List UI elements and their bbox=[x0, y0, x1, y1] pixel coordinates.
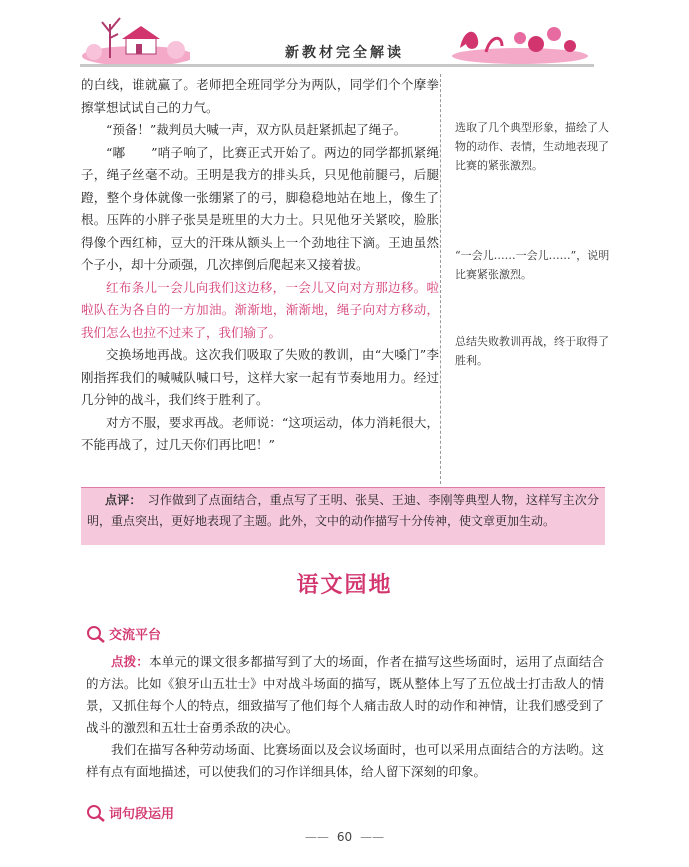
words-heading bbox=[86, 803, 174, 822]
tip-label: 点拨： bbox=[111, 654, 149, 669]
comment-label: 点评： bbox=[105, 493, 142, 507]
page-number-value: 60 bbox=[336, 830, 353, 844]
comment-text: 习作做到了点面结合，重点写了王明、张昊、王迪、李刚等典型人物，这样写主次分明，重点突出，更好地表现了主题。此外，文中的动作描写十分传神，使文章更加生动。 bbox=[87, 493, 599, 528]
paragraph: 我们在描写各种劳动场面、比赛场面以及会议场面时，也可以采用点面结合的方法哟。这样有点有面地描述，可以使我们的习作详细具体，给人留下深刻的印象。 bbox=[86, 742, 604, 779]
highlighted-paragraph: 红布条儿一会儿向我们这边移，一会儿又向对方那边移。啦啦队在为各自的一方加油。渐渐地，渐渐地，绳子向对方移动，我们怎么也拉不过来了，我们输了。 bbox=[81, 279, 439, 340]
main-text-column bbox=[81, 74, 439, 457]
header-title: 新教材完全解读 bbox=[285, 45, 404, 61]
words-heading-text: 词句段运用 bbox=[109, 807, 175, 822]
paragraph: 交换场地再战。这次我们吸取了失败的教训，由“大嗓门”李刚指挥我们的喊喊队喊口号，这样大家一起有节奏地用力。经过几分钟的战斗，我们终于胜利了。 bbox=[81, 347, 439, 407]
paragraph: “预备！”裁判员大喊一声，双方队员赶紧抓起了绳子。 bbox=[106, 122, 407, 137]
exchange-heading-text: 交流平台 bbox=[109, 628, 162, 643]
exchange-body bbox=[86, 651, 604, 783]
paragraph: 的白线，谁就赢了。老师把全班同学分为两队，同学们个个摩拳擦掌想试试自己的力气。 bbox=[81, 77, 439, 115]
exchange-heading bbox=[86, 624, 161, 643]
side-note: 选取了几个典型形象，描绘了人物的动作、表情，生动地表现了比赛的紧张激烈。 bbox=[455, 121, 609, 172]
side-note: “一会儿……一会儿……”，说明比赛紧张激烈。 bbox=[455, 249, 610, 281]
paragraph: 对方不服，要求再战。老师说：“这项运动，体力消耗很大，不能再战了，过几天你们再比吧！” bbox=[81, 414, 439, 452]
magnifier-icon bbox=[86, 804, 106, 822]
comment-box bbox=[81, 487, 605, 545]
header-divider bbox=[80, 64, 594, 67]
side-note: 总结失败教训再战，终于取得了胜利。 bbox=[455, 335, 609, 367]
paragraph: “嘟 ”哨子响了，比赛正式开始了。两边的同学都抓紧绳子，绳子丝毫不动。王明是我方的排头兵，只见他前腿弓，后腿蹬，整个身体就像一张绷紧了的弓，脚稳稳地站在地上，像生了根。压阵的小胖子张昊是班里的大力士。只见他牙关紧咬，脸胀得像个西红柿，豆大的汗珠从额头上一个劲地往下滴。王迪虽然个子小，却十分顽强，几次摔倒后爬起来又接着拔。 bbox=[81, 144, 439, 272]
tip-text: 本单元的课文很多都描写到了大的场面，作者在描写这些场面时，运用了点面结合的方法。比如《狼牙山五壮士》中对战斗场面的描写，既从整体上写了五位战士打击敌人的情景，又抓住每个人的特点，细致描写了他们每个人痛击敌人时的动作和神情，让我们感受到了战斗的激烈和五壮士奋勇杀敌的决心。 bbox=[86, 654, 604, 735]
section-title: 语文园地 bbox=[296, 572, 393, 598]
flower-decoration bbox=[450, 18, 590, 64]
magnifier-icon bbox=[86, 625, 106, 643]
side-notes-column bbox=[440, 74, 609, 484]
page-header bbox=[0, 0, 689, 70]
page-number: —— 60 —— bbox=[304, 830, 385, 844]
